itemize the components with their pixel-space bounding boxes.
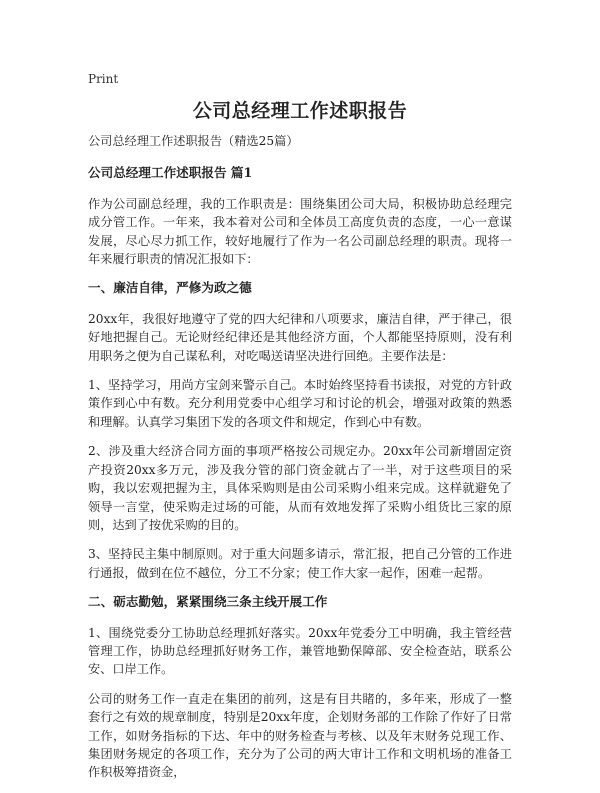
paragraph: 3、坚持民主集中制原则。对于重大问题多请示，常汇报，把自己分管的工作进行通报，做到在位不越位，分工不分家；使工作大家一起作，困难一起帮。 xyxy=(88,547,512,580)
paragraph: 公司的财务工作一直走在集团的前列，这是有目共睹的，多年来，形成了一整套行之有效的规章制度，特别是20xx年度，企划财务部的工作除了作好了日常工作，如财务指标的下达、年中的财务检查与考核、以及年末财务兑现工作、集团财务规定的各项工作，充分为了公司的两大审计工作和文明机场的准备工作积极筹措资金， xyxy=(88,691,512,780)
paragraph: 2、涉及重大经济合同方面的事项严格按公司规定办。20xx年公司新增固定资产投资20xx多万元，涉及我分管的部门资金就占了一半，对于这些项目的采购，我以宏观把握为主，具体采购则是由公司采购小组来完成。这样就避免了领导一言堂，使采购走过场的可能，从而有效地发挥了采购小组货比三家的原则，达到了按优采购的目的。 xyxy=(88,444,512,532)
paragraph: 1、围绕党委分工协助总经理抓好落实。20xx年党委分工中明确，我主管经营管理工作，协助总经理抓好财务工作，兼管地勤保障部、安全检查站，联系公安、口岸工作。 xyxy=(88,625,512,677)
document-subtitle: 公司总经理工作述职报告（精选25篇） xyxy=(88,134,299,148)
paragraph: 20xx年，我很好地遵守了党的四大纪律和八项要求，廉洁自律，严于律己，很好地把握自己。无论财经纪律还是其他经济方面，个人都能坚持原则，没有利用职务之便为自己谋私利，对吃喝送请坚决进行回绝。主要作法是： xyxy=(88,311,512,363)
document-title: 公司总经理工作述职报告 xyxy=(192,100,408,122)
paragraph: 1、坚持学习，用尚方宝剑来警示自己。本时始终坚持看书读报，对党的方针政策作到心中有数。充分利用党委中心组学习和讨论的机会，增强对政策的熟悉和理解。认真学习集团下发的各项文件和规定，作到心中有数。 xyxy=(88,378,512,429)
document-body xyxy=(88,132,512,793)
heading: 二、砺志勤勉，紧紧围绕三条主线开展工作 xyxy=(88,594,328,610)
paragraph: 作为公司副总经理，我的工作职责是：围绕集团公司大局，积极协助总经理完成分管工作。一年来，我本着对公司和全体员工高度负责的态度，一心一意谋发展，尽心尽力抓工作，较好地履行了作为一名公司副总经理的职责。现将一年来履行职责的情况汇报如下： xyxy=(88,196,512,267)
print-link[interactable]: Print xyxy=(88,72,119,86)
heading: 一、廉洁自律，严修为政之德 xyxy=(88,280,252,296)
section-title: 公司总经理工作述职报告 篇1 xyxy=(88,165,253,181)
